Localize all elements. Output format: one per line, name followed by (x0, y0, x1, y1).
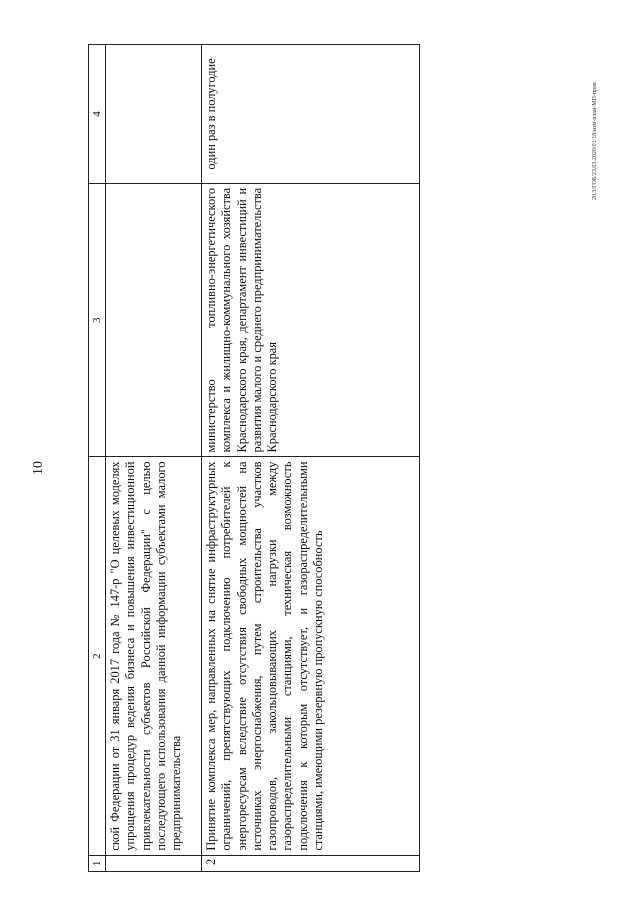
page-number: 10 (31, 461, 46, 475)
header-col-2: 2 (89, 457, 106, 855)
measure-cell: ской Федерации от 31 января 2017 года № 147-р "О целевых моделях упрощения процедур ведения бизнеса и повышения инвестиционной привлекательности субъектов Российской Федерации" с целью последующего использования данной информации субъектами малого предпринимательства (106, 457, 202, 855)
header-col-3: 3 (89, 183, 106, 457)
executor-cell (106, 183, 202, 457)
table-row (202, 45, 420, 872)
row-number: 2 (202, 855, 420, 871)
row-number (106, 855, 202, 871)
plan-table (88, 44, 420, 872)
header-col-1: 1 (89, 855, 106, 871)
table-row (106, 45, 202, 872)
document-code: 20.3/ГОБ/23.03.2020/01/18/изм-план-МП-прав (592, 82, 598, 200)
term-cell (106, 45, 202, 184)
header-col-4: 4 (89, 45, 106, 184)
rotated-table (88, 44, 420, 872)
table-header-row (89, 45, 106, 872)
measure-cell: Принятие комплекса мер, направленных на снятие инфраструктурных ограничений, препятствующих подключению потребителей к энергоресурсам вследствие отсутствия свободных мощностей на источниках энергоснабжения, путем строительства участков газопроводов, закольцовывающих нагрузки между газораспределительными станциями, техническая возможность подключения к которым отсутствует, и газораспределительными станциями, имеющими резервную пропускную способность (202, 457, 420, 855)
executor-cell: министерство топливно-энергетического комплекса и жилищно-коммунального хозяйства Краснодарского края, департамент инвестиций и развития малого и среднего предпринимательства Краснодарского края (202, 183, 420, 457)
term-cell: один раз в полугодие (202, 45, 420, 184)
